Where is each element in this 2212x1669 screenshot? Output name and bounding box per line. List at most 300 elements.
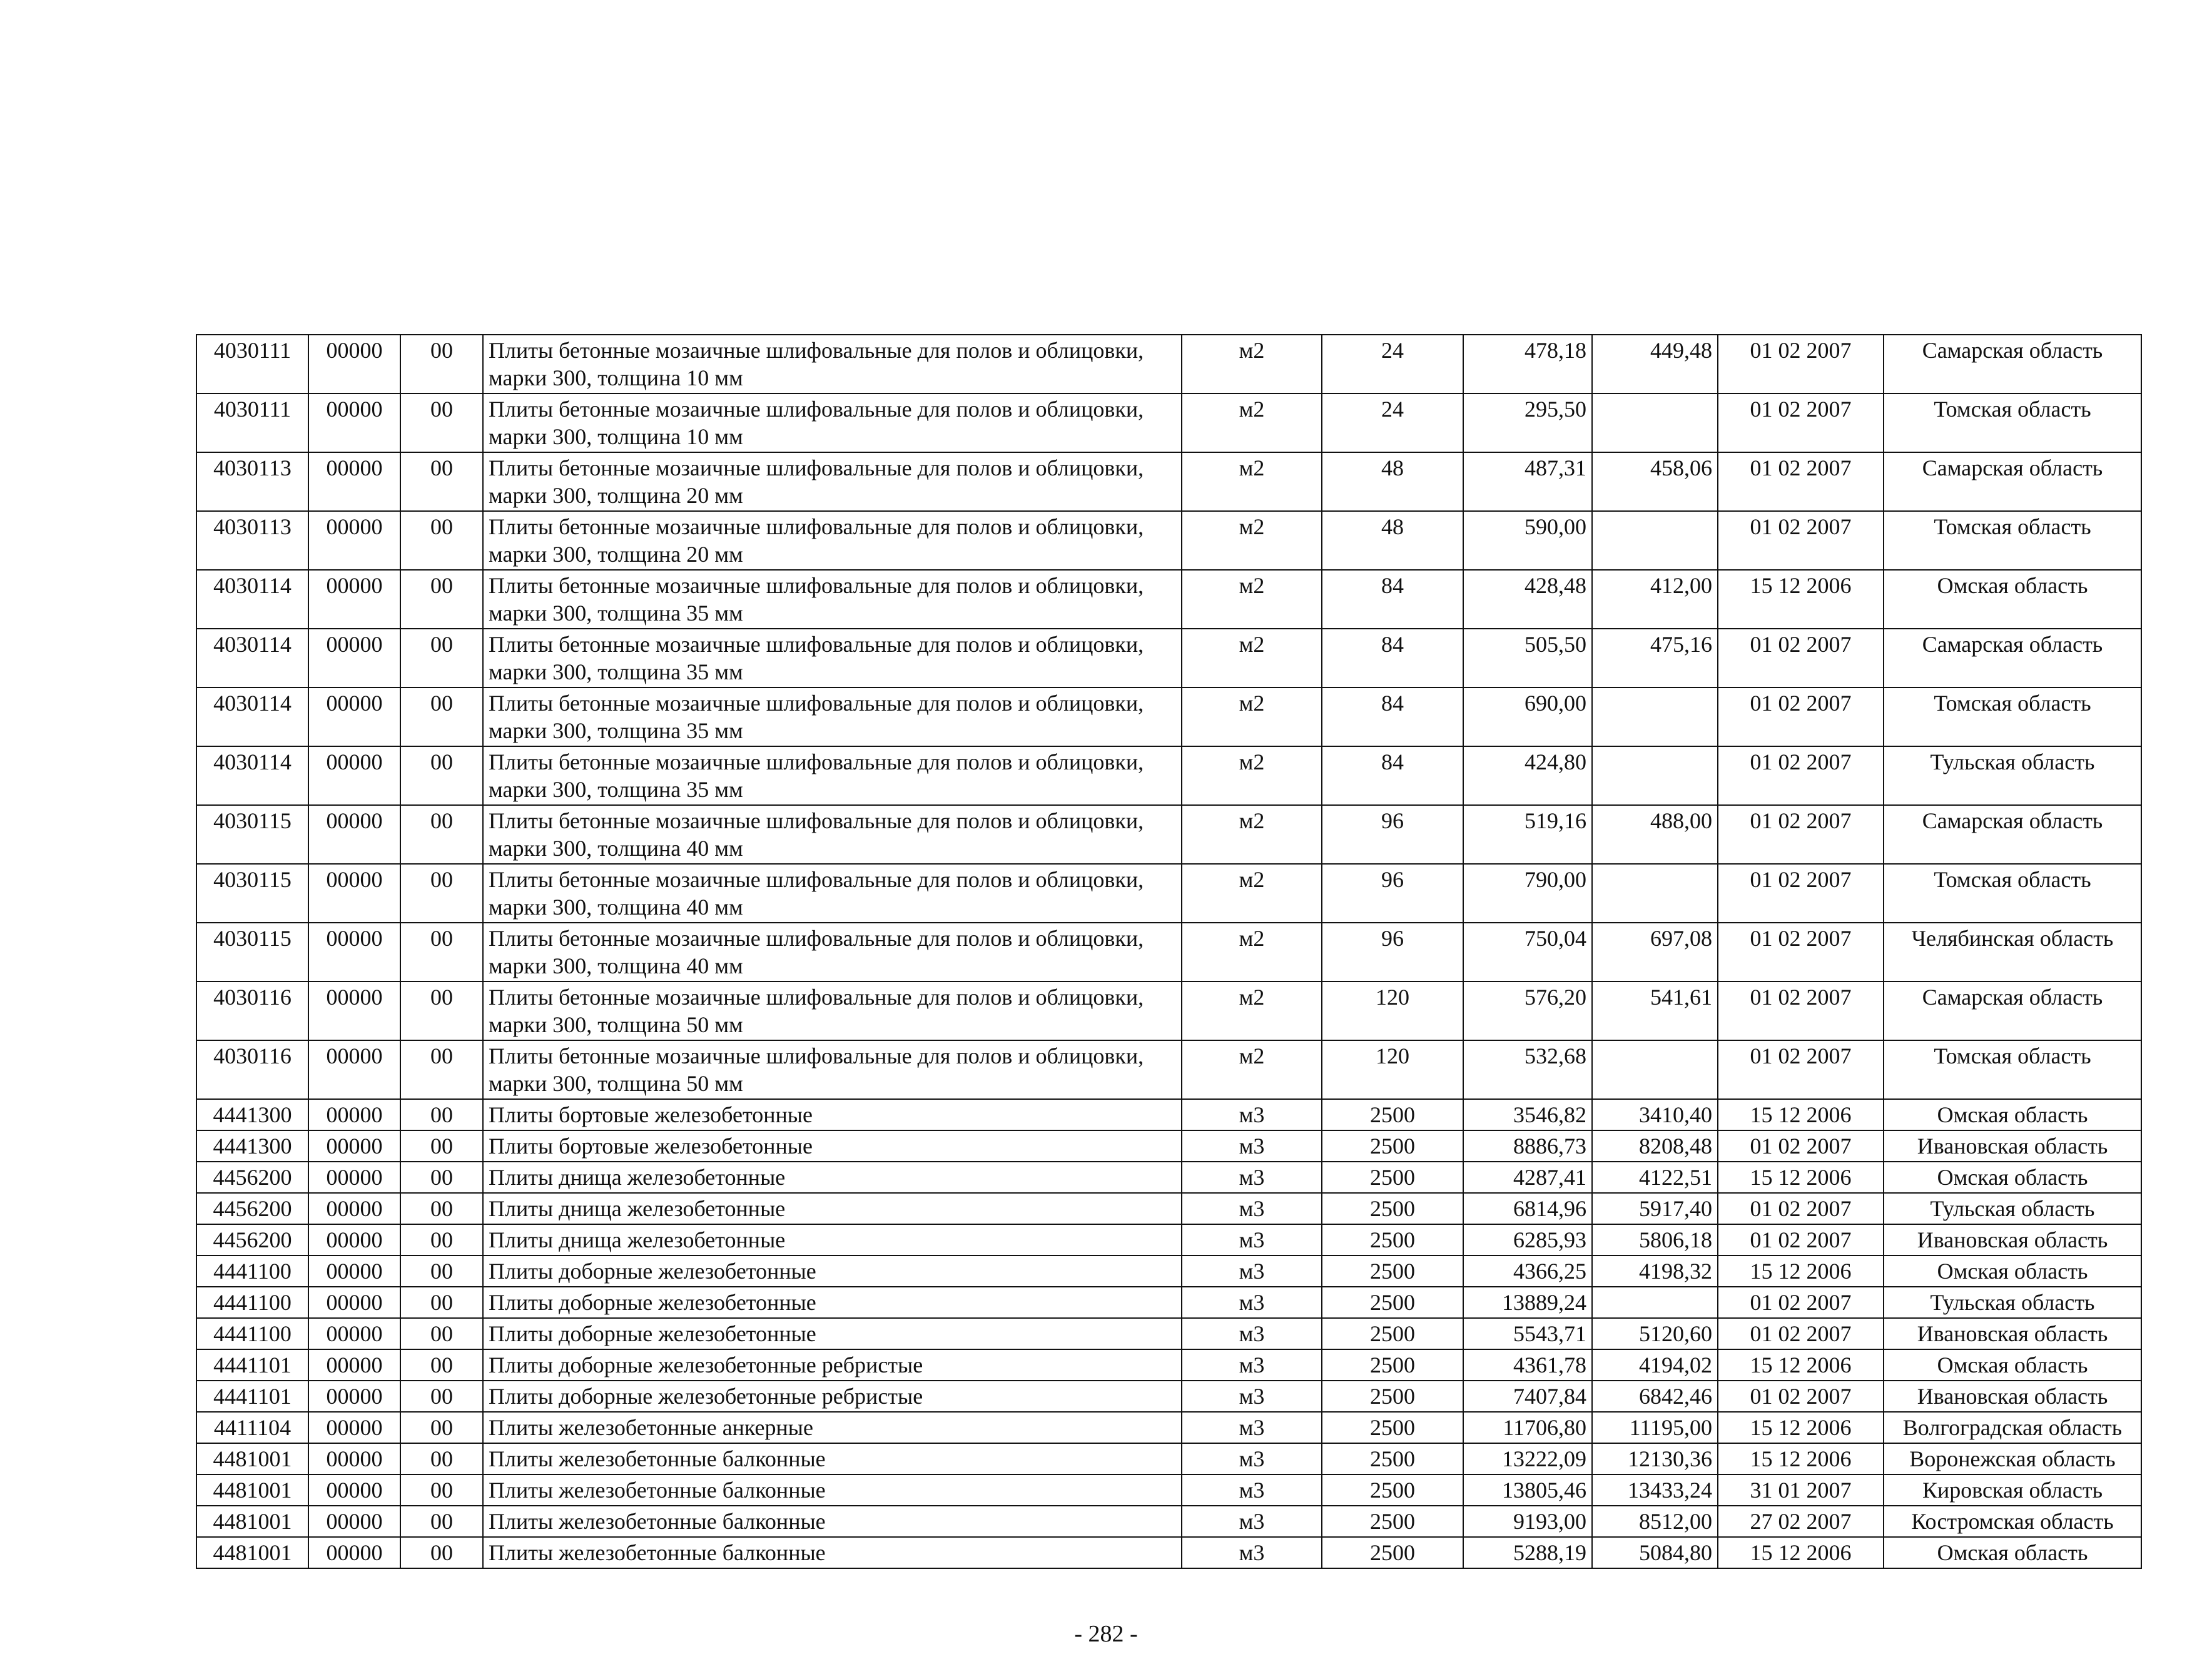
region-cell: Кировская область [1884, 1474, 2141, 1506]
subcode-cell: 00000 [308, 923, 400, 982]
table-row [196, 1381, 2141, 1412]
unit-cell: м2 [1182, 805, 1322, 864]
product-code-cell: 4441300 [196, 1130, 308, 1162]
unit-cell: м2 [1182, 746, 1322, 805]
table-row [196, 452, 2141, 511]
unit-cell: м3 [1182, 1506, 1322, 1537]
price-alt-cell: 4198,32 [1592, 1256, 1718, 1287]
price-cell: 519,16 [1463, 805, 1592, 864]
table-row [196, 1287, 2141, 1318]
product-code-cell: 4030115 [196, 864, 308, 923]
product-code-cell: 4030114 [196, 570, 308, 629]
table-row [196, 511, 2141, 570]
product-code-cell: 4441101 [196, 1381, 308, 1412]
unit-cell: м2 [1182, 570, 1322, 629]
region-cell: Омская область [1884, 1099, 2141, 1130]
region-cell: Ивановская область [1884, 1318, 2141, 1349]
date-cell: 15 12 2006 [1718, 1099, 1884, 1130]
subcode-cell: 00000 [308, 452, 400, 511]
subcode-cell: 00000 [308, 1040, 400, 1099]
region-cell: Омская область [1884, 1162, 2141, 1193]
quantity-cell: 2500 [1322, 1162, 1463, 1193]
date-cell: 01 02 2007 [1718, 687, 1884, 746]
price-alt-cell: 449,48 [1592, 335, 1718, 393]
quantity-cell: 2500 [1322, 1256, 1463, 1287]
quantity-cell: 120 [1322, 982, 1463, 1040]
version-cell: 00 [400, 1443, 483, 1474]
product-code-cell: 4481001 [196, 1443, 308, 1474]
table-row [196, 629, 2141, 687]
version-cell: 00 [400, 393, 483, 452]
table-body [196, 335, 2141, 1568]
table-row [196, 1040, 2141, 1099]
region-cell: Самарская область [1884, 629, 2141, 687]
product-name-cell: Плиты доборные железобетонные ребристые [483, 1381, 1182, 1412]
region-cell: Тульская область [1884, 1287, 2141, 1318]
product-code-cell: 4441101 [196, 1349, 308, 1381]
product-name-cell: Плиты доборные железобетонные [483, 1318, 1182, 1349]
date-cell: 01 02 2007 [1718, 335, 1884, 393]
product-name-cell: Плиты железобетонные анкерные [483, 1412, 1182, 1443]
date-cell: 01 02 2007 [1718, 805, 1884, 864]
price-alt-cell: 475,16 [1592, 629, 1718, 687]
product-code-cell: 4030113 [196, 452, 308, 511]
unit-cell: м3 [1182, 1287, 1322, 1318]
product-code-cell: 4481001 [196, 1537, 308, 1568]
quantity-cell: 84 [1322, 746, 1463, 805]
product-name-cell: Плиты бетонные мозаичные шлифовальные для полов и облицовки, марки 300, толщина 40 мм [483, 864, 1182, 923]
date-cell: 01 02 2007 [1718, 1224, 1884, 1256]
version-cell: 00 [400, 1381, 483, 1412]
region-cell: Томская область [1884, 511, 2141, 570]
product-code-cell: 4030115 [196, 923, 308, 982]
price-alt-cell: 697,08 [1592, 923, 1718, 982]
quantity-cell: 24 [1322, 335, 1463, 393]
page-number: - 282 - [1074, 1621, 1138, 1647]
quantity-cell: 2500 [1322, 1099, 1463, 1130]
version-cell: 00 [400, 1349, 483, 1381]
unit-cell: м3 [1182, 1162, 1322, 1193]
price-alt-cell: 3410,40 [1592, 1099, 1718, 1130]
product-name-cell: Плиты бетонные мозаичные шлифовальные для полов и облицовки, марки 300, толщина 20 мм [483, 452, 1182, 511]
product-name-cell: Плиты бетонные мозаичные шлифовальные для полов и облицовки, марки 300, толщина 10 мм [483, 393, 1182, 452]
price-cell: 13805,46 [1463, 1474, 1592, 1506]
product-name-cell: Плиты доборные железобетонные ребристые [483, 1349, 1182, 1381]
unit-cell: м3 [1182, 1130, 1322, 1162]
subcode-cell: 00000 [308, 1318, 400, 1349]
version-cell: 00 [400, 1506, 483, 1537]
quantity-cell: 2500 [1322, 1349, 1463, 1381]
date-cell: 01 02 2007 [1718, 452, 1884, 511]
price-cell: 6285,93 [1463, 1224, 1592, 1256]
product-name-cell: Плиты доборные железобетонные [483, 1256, 1182, 1287]
unit-cell: м2 [1182, 687, 1322, 746]
version-cell: 00 [400, 982, 483, 1040]
product-code-cell: 4030115 [196, 805, 308, 864]
region-cell: Самарская область [1884, 982, 2141, 1040]
table-row [196, 1443, 2141, 1474]
product-code-cell: 4030113 [196, 511, 308, 570]
version-cell: 00 [400, 629, 483, 687]
price-cell: 505,50 [1463, 629, 1592, 687]
date-cell: 01 02 2007 [1718, 923, 1884, 982]
date-cell: 01 02 2007 [1718, 1130, 1884, 1162]
region-cell: Томская область [1884, 393, 2141, 452]
table-row [196, 1256, 2141, 1287]
product-code-cell: 4456200 [196, 1224, 308, 1256]
region-cell: Самарская область [1884, 805, 2141, 864]
subcode-cell: 00000 [308, 805, 400, 864]
price-cell: 424,80 [1463, 746, 1592, 805]
quantity-cell: 2500 [1322, 1381, 1463, 1412]
quantity-cell: 24 [1322, 393, 1463, 452]
region-cell: Костромская область [1884, 1506, 2141, 1537]
table-row [196, 805, 2141, 864]
quantity-cell: 2500 [1322, 1474, 1463, 1506]
price-alt-cell [1592, 393, 1718, 452]
version-cell: 00 [400, 1130, 483, 1162]
date-cell: 15 12 2006 [1718, 1349, 1884, 1381]
price-cell: 295,50 [1463, 393, 1592, 452]
product-name-cell: Плиты бетонные мозаичные шлифовальные для полов и облицовки, марки 300, толщина 40 мм [483, 923, 1182, 982]
unit-cell: м2 [1182, 335, 1322, 393]
price-cell: 478,18 [1463, 335, 1592, 393]
date-cell: 01 02 2007 [1718, 393, 1884, 452]
product-code-cell: 4441100 [196, 1256, 308, 1287]
product-name-cell: Плиты бетонные мозаичные шлифовальные для полов и облицовки, марки 300, толщина 35 мм [483, 570, 1182, 629]
table-row [196, 570, 2141, 629]
product-code-cell: 4411104 [196, 1412, 308, 1443]
unit-cell: м3 [1182, 1224, 1322, 1256]
product-code-cell: 4441100 [196, 1318, 308, 1349]
quantity-cell: 2500 [1322, 1537, 1463, 1568]
quantity-cell: 84 [1322, 687, 1463, 746]
price-cell: 532,68 [1463, 1040, 1592, 1099]
price-cell: 487,31 [1463, 452, 1592, 511]
version-cell: 00 [400, 746, 483, 805]
subcode-cell: 00000 [308, 1349, 400, 1381]
product-name-cell: Плиты железобетонные балконные [483, 1443, 1182, 1474]
subcode-cell: 00000 [308, 982, 400, 1040]
subcode-cell: 00000 [308, 570, 400, 629]
price-alt-cell: 13433,24 [1592, 1474, 1718, 1506]
version-cell: 00 [400, 1537, 483, 1568]
date-cell: 01 02 2007 [1718, 864, 1884, 923]
version-cell: 00 [400, 1099, 483, 1130]
quantity-cell: 84 [1322, 629, 1463, 687]
quantity-cell: 96 [1322, 923, 1463, 982]
unit-cell: м2 [1182, 511, 1322, 570]
subcode-cell: 00000 [308, 1099, 400, 1130]
quantity-cell: 2500 [1322, 1193, 1463, 1224]
subcode-cell: 00000 [308, 1381, 400, 1412]
subcode-cell: 00000 [308, 864, 400, 923]
version-cell: 00 [400, 1256, 483, 1287]
quantity-cell: 2500 [1322, 1287, 1463, 1318]
subcode-cell: 00000 [308, 1537, 400, 1568]
table-row [196, 923, 2141, 982]
price-cell: 8886,73 [1463, 1130, 1592, 1162]
price-alt-cell: 8208,48 [1592, 1130, 1718, 1162]
table-row [196, 1224, 2141, 1256]
unit-cell: м2 [1182, 629, 1322, 687]
unit-cell: м3 [1182, 1099, 1322, 1130]
quantity-cell: 2500 [1322, 1443, 1463, 1474]
version-cell: 00 [400, 1040, 483, 1099]
region-cell: Самарская область [1884, 452, 2141, 511]
product-code-cell: 4030116 [196, 982, 308, 1040]
date-cell: 15 12 2006 [1718, 570, 1884, 629]
table-row [196, 335, 2141, 393]
unit-cell: м3 [1182, 1412, 1322, 1443]
price-cell: 3546,82 [1463, 1099, 1592, 1130]
product-code-cell: 4481001 [196, 1506, 308, 1537]
price-alt-cell: 541,61 [1592, 982, 1718, 1040]
table-row [196, 1474, 2141, 1506]
region-cell: Томская область [1884, 687, 2141, 746]
date-cell: 01 02 2007 [1718, 1193, 1884, 1224]
unit-cell: м3 [1182, 1537, 1322, 1568]
price-alt-cell [1592, 1287, 1718, 1318]
region-cell: Тульская область [1884, 1193, 2141, 1224]
unit-cell: м3 [1182, 1256, 1322, 1287]
region-cell: Томская область [1884, 864, 2141, 923]
unit-cell: м2 [1182, 982, 1322, 1040]
product-name-cell: Плиты железобетонные балконные [483, 1506, 1182, 1537]
unit-cell: м2 [1182, 864, 1322, 923]
price-cell: 750,04 [1463, 923, 1592, 982]
product-code-cell: 4481001 [196, 1474, 308, 1506]
price-alt-cell: 8512,00 [1592, 1506, 1718, 1537]
unit-cell: м3 [1182, 1474, 1322, 1506]
version-cell: 00 [400, 452, 483, 511]
quantity-cell: 96 [1322, 805, 1463, 864]
region-cell: Омская область [1884, 1349, 2141, 1381]
subcode-cell: 00000 [308, 687, 400, 746]
version-cell: 00 [400, 1318, 483, 1349]
region-cell: Ивановская область [1884, 1224, 2141, 1256]
date-cell: 01 02 2007 [1718, 511, 1884, 570]
product-code-cell: 4030111 [196, 393, 308, 452]
date-cell: 01 02 2007 [1718, 1318, 1884, 1349]
price-alt-cell: 5806,18 [1592, 1224, 1718, 1256]
price-alt-cell: 12130,36 [1592, 1443, 1718, 1474]
price-alt-cell: 5917,40 [1592, 1193, 1718, 1224]
price-alt-cell: 458,06 [1592, 452, 1718, 511]
price-alt-cell [1592, 1040, 1718, 1099]
price-table [196, 334, 2142, 1569]
product-name-cell: Плиты бетонные мозаичные шлифовальные для полов и облицовки, марки 300, толщина 20 мм [483, 511, 1182, 570]
price-alt-cell: 5084,80 [1592, 1537, 1718, 1568]
region-cell: Самарская область [1884, 335, 2141, 393]
table-row [196, 864, 2141, 923]
price-alt-cell: 4122,51 [1592, 1162, 1718, 1193]
product-name-cell: Плиты днища железобетонные [483, 1193, 1182, 1224]
product-name-cell: Плиты доборные железобетонные [483, 1287, 1182, 1318]
date-cell: 15 12 2006 [1718, 1537, 1884, 1568]
subcode-cell: 00000 [308, 511, 400, 570]
price-cell: 576,20 [1463, 982, 1592, 1040]
product-code-cell: 4030114 [196, 746, 308, 805]
table-row [196, 1537, 2141, 1568]
price-cell: 6814,96 [1463, 1193, 1592, 1224]
table-row [196, 1506, 2141, 1537]
subcode-cell: 00000 [308, 629, 400, 687]
subcode-cell: 00000 [308, 1224, 400, 1256]
table-row [196, 982, 2141, 1040]
region-cell: Ивановская область [1884, 1381, 2141, 1412]
subcode-cell: 00000 [308, 393, 400, 452]
unit-cell: м2 [1182, 452, 1322, 511]
version-cell: 00 [400, 1412, 483, 1443]
product-code-cell: 4030111 [196, 335, 308, 393]
price-alt-cell: 6842,46 [1592, 1381, 1718, 1412]
price-cell: 5288,19 [1463, 1537, 1592, 1568]
version-cell: 00 [400, 1224, 483, 1256]
unit-cell: м2 [1182, 1040, 1322, 1099]
table-row [196, 1193, 2141, 1224]
region-cell: Челябинская область [1884, 923, 2141, 982]
subcode-cell: 00000 [308, 1412, 400, 1443]
quantity-cell: 2500 [1322, 1224, 1463, 1256]
product-code-cell: 4441100 [196, 1287, 308, 1318]
price-cell: 4361,78 [1463, 1349, 1592, 1381]
region-cell: Томская область [1884, 1040, 2141, 1099]
price-cell: 590,00 [1463, 511, 1592, 570]
quantity-cell: 2500 [1322, 1130, 1463, 1162]
unit-cell: м3 [1182, 1349, 1322, 1381]
quantity-cell: 120 [1322, 1040, 1463, 1099]
date-cell: 31 01 2007 [1718, 1474, 1884, 1506]
version-cell: 00 [400, 1474, 483, 1506]
price-cell: 690,00 [1463, 687, 1592, 746]
version-cell: 00 [400, 335, 483, 393]
subcode-cell: 00000 [308, 1130, 400, 1162]
price-alt-cell: 5120,60 [1592, 1318, 1718, 1349]
price-alt-cell [1592, 687, 1718, 746]
table-row [196, 1349, 2141, 1381]
subcode-cell: 00000 [308, 1474, 400, 1506]
date-cell: 01 02 2007 [1718, 1287, 1884, 1318]
price-cell: 9193,00 [1463, 1506, 1592, 1537]
quantity-cell: 2500 [1322, 1318, 1463, 1349]
product-name-cell: Плиты бетонные мозаичные шлифовальные для полов и облицовки, марки 300, толщина 35 мм [483, 687, 1182, 746]
table-row [196, 1162, 2141, 1193]
product-code-cell: 4456200 [196, 1162, 308, 1193]
version-cell: 00 [400, 805, 483, 864]
quantity-cell: 48 [1322, 452, 1463, 511]
product-code-cell: 4030114 [196, 629, 308, 687]
date-cell: 15 12 2006 [1718, 1162, 1884, 1193]
table-row [196, 1412, 2141, 1443]
subcode-cell: 00000 [308, 1443, 400, 1474]
price-alt-cell: 488,00 [1592, 805, 1718, 864]
price-alt-cell [1592, 864, 1718, 923]
date-cell: 01 02 2007 [1718, 746, 1884, 805]
version-cell: 00 [400, 1162, 483, 1193]
product-name-cell: Плиты днища железобетонные [483, 1162, 1182, 1193]
price-cell: 428,48 [1463, 570, 1592, 629]
version-cell: 00 [400, 923, 483, 982]
quantity-cell: 2500 [1322, 1412, 1463, 1443]
date-cell: 15 12 2006 [1718, 1443, 1884, 1474]
price-cell: 4366,25 [1463, 1256, 1592, 1287]
price-cell: 11706,80 [1463, 1412, 1592, 1443]
region-cell: Омская область [1884, 1256, 2141, 1287]
region-cell: Тульская область [1884, 746, 2141, 805]
unit-cell: м3 [1182, 1193, 1322, 1224]
product-name-cell: Плиты днища железобетонные [483, 1224, 1182, 1256]
product-code-cell: 4030116 [196, 1040, 308, 1099]
product-name-cell: Плиты бетонные мозаичные шлифовальные для полов и облицовки, марки 300, толщина 50 мм [483, 1040, 1182, 1099]
unit-cell: м3 [1182, 1443, 1322, 1474]
price-cell: 790,00 [1463, 864, 1592, 923]
product-code-cell: 4456200 [196, 1193, 308, 1224]
product-name-cell: Плиты железобетонные балконные [483, 1537, 1182, 1568]
version-cell: 00 [400, 864, 483, 923]
table-row [196, 393, 2141, 452]
product-code-cell: 4030114 [196, 687, 308, 746]
version-cell: 00 [400, 511, 483, 570]
subcode-cell: 00000 [308, 1506, 400, 1537]
region-cell: Воронежская область [1884, 1443, 2141, 1474]
date-cell: 15 12 2006 [1718, 1412, 1884, 1443]
subcode-cell: 00000 [308, 746, 400, 805]
quantity-cell: 48 [1322, 511, 1463, 570]
product-name-cell: Плиты бетонные мозаичные шлифовальные для полов и облицовки, марки 300, толщина 50 мм [483, 982, 1182, 1040]
region-cell: Ивановская область [1884, 1130, 2141, 1162]
table-row [196, 1318, 2141, 1349]
region-cell: Волгоградская область [1884, 1412, 2141, 1443]
unit-cell: м3 [1182, 1381, 1322, 1412]
subcode-cell: 00000 [308, 335, 400, 393]
product-name-cell: Плиты железобетонные балконные [483, 1474, 1182, 1506]
table-row [196, 746, 2141, 805]
date-cell: 01 02 2007 [1718, 1381, 1884, 1412]
subcode-cell: 00000 [308, 1256, 400, 1287]
version-cell: 00 [400, 687, 483, 746]
region-cell: Омская область [1884, 1537, 2141, 1568]
region-cell: Омская область [1884, 570, 2141, 629]
price-cell: 5543,71 [1463, 1318, 1592, 1349]
date-cell: 01 02 2007 [1718, 629, 1884, 687]
price-cell: 13222,09 [1463, 1443, 1592, 1474]
product-name-cell: Плиты бетонные мозаичные шлифовальные для полов и облицовки, марки 300, толщина 35 мм [483, 746, 1182, 805]
quantity-cell: 84 [1322, 570, 1463, 629]
quantity-cell: 2500 [1322, 1506, 1463, 1537]
price-cell: 7407,84 [1463, 1381, 1592, 1412]
version-cell: 00 [400, 1193, 483, 1224]
price-cell: 13889,24 [1463, 1287, 1592, 1318]
unit-cell: м2 [1182, 923, 1322, 982]
price-alt-cell: 11195,00 [1592, 1412, 1718, 1443]
table-row [196, 687, 2141, 746]
table-row [196, 1099, 2141, 1130]
table-row [196, 1130, 2141, 1162]
product-name-cell: Плиты бетонные мозаичные шлифовальные для полов и облицовки, марки 300, толщина 40 мм [483, 805, 1182, 864]
date-cell: 01 02 2007 [1718, 1040, 1884, 1099]
product-name-cell: Плиты бетонные мозаичные шлифовальные для полов и облицовки, марки 300, толщина 10 мм [483, 335, 1182, 393]
price-alt-cell [1592, 746, 1718, 805]
subcode-cell: 00000 [308, 1287, 400, 1318]
product-name-cell: Плиты бортовые железобетонные [483, 1099, 1182, 1130]
price-alt-cell [1592, 511, 1718, 570]
date-cell: 15 12 2006 [1718, 1256, 1884, 1287]
unit-cell: м3 [1182, 1318, 1322, 1349]
date-cell: 27 02 2007 [1718, 1506, 1884, 1537]
date-cell: 01 02 2007 [1718, 982, 1884, 1040]
unit-cell: м2 [1182, 393, 1322, 452]
